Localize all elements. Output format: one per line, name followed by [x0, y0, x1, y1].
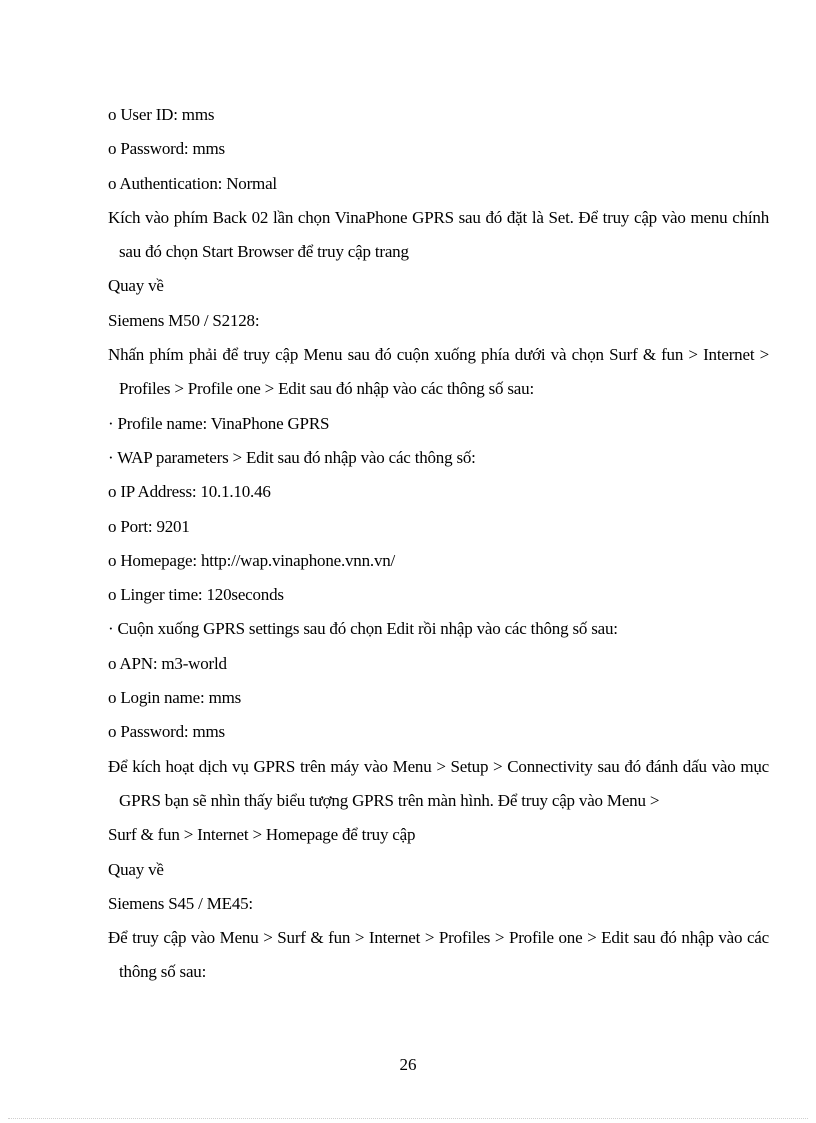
return-link-2: Quay về [108, 859, 164, 879]
gprs-activation-paragraph: Để kích hoạt dịch vụ GPRS trên máy vào Menu > Setup > Connectivity sau đó đánh dấu vào mục GPRS bạn sẽ nhìn thấy biểu tượng GPRS trên màn hình. Để truy cập vào Menu > [108, 756, 769, 810]
port-line: o Port: 9201 [108, 516, 190, 536]
page-number: 26 [399, 1055, 417, 1074]
wap-parameters-line: · WAP parameters > Edit sau đó nhập vào các thông số: [108, 447, 476, 467]
apn-line: o APN: m3-world [108, 653, 227, 673]
linger-time-line: o Linger time: 120seconds [108, 585, 284, 605]
surf-fun-homepage-line: Surf & fun > Internet > Homepage để truy cập [108, 825, 416, 845]
gprs-settings-line: · Cuộn xuống GPRS settings sau đó chọn Edit rồi nhập vào các thông số sau: [108, 619, 618, 639]
profile-name-line: · Profile name: VinaPhone GPRS [108, 413, 330, 433]
ip-address-line: o IP Address: 10.1.10.46 [108, 482, 271, 502]
return-link-1: Quay về [108, 276, 164, 296]
page-bottom-divider [8, 1118, 808, 1119]
siemens-s45-heading: Siemens S45 / ME45: [108, 893, 253, 913]
login-name-line: o Login name: mms [108, 688, 242, 708]
homepage-line: o Homepage: http://wap.vinaphone.vnn.vn/ [108, 550, 396, 570]
s45-menu-instruction-paragraph: Để truy cập vào Menu > Surf & fun > Internet > Profiles > Profile one > Edit sau đó nhập vào các thông số sau: [108, 928, 769, 982]
authentication-line: o Authentication: Normal [108, 173, 277, 193]
siemens-m50-heading: Siemens M50 / S2128: [108, 310, 260, 330]
password-line: o Password: mms [108, 139, 225, 159]
m50-menu-instruction-paragraph: Nhấn phím phải để truy cập Menu sau đó cuộn xuống phía dưới và chọn Surf & fun > Internet > Profiles > Profile one > Edit sau đó nhập vào các thông số sau: [108, 345, 769, 399]
password-line-2: o Password: mms [108, 722, 225, 742]
back-instruction-paragraph: Kích vào phím Back 02 lần chọn VinaPhone GPRS sau đó đặt là Set. Để truy cập vào menu chính sau đó chọn Start Browser để truy cập trang [108, 207, 769, 262]
user-id-line: o User ID: mms [108, 105, 215, 124]
page-content [108, 98, 769, 990]
